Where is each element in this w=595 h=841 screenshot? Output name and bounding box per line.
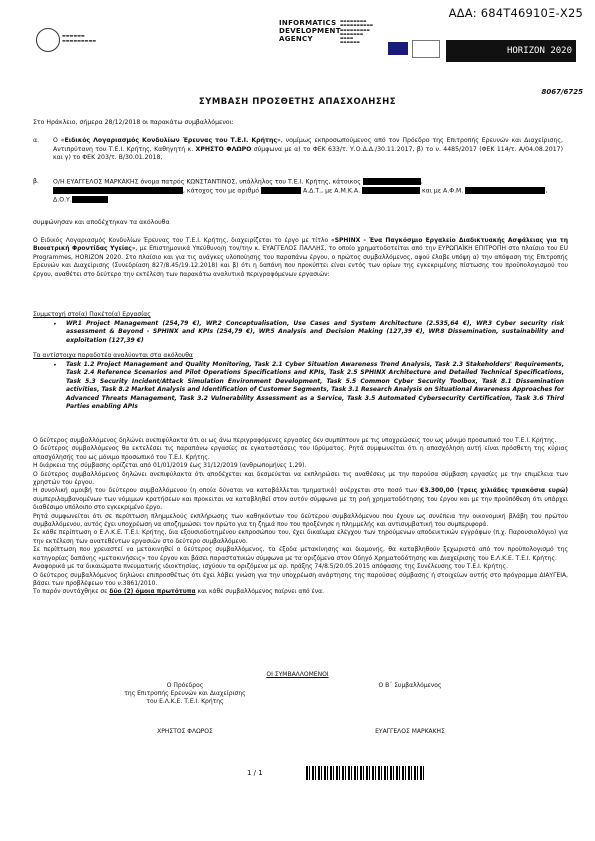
clause-2: Ο δεύτερος συμβαλλόμενος θα εκτελέσει τις παραπάνω εργασίες σε εγκαταστάσεις του Ιδρύματος. Ρητά συμφωνείται ότι η απασχόληση αυτή είναι πρόσθετη της κύριας απασχόλησής του ως μόνιμο προσωπικό του Τ.Ε.Ι. Κρήτης. (33, 445, 568, 461)
ada-code: ΑΔΑ: 684Τ46910Ξ-Χ25 (448, 6, 583, 20)
left-signatory-title: Ο Πρόεδρος της Επιτροπής Ερευνών και Διαχείρισης του Ε.Λ.Κ.Ε. Τ.Ε.Ι. Κρήτης (124, 682, 246, 705)
clause-1: Ο δεύτερος συμβαλλόμενος δηλώνει ανεπιφύλακτα ότι οι ως άνω περιγραφόμενες εργασίες δεν συμπίπτουν με τις υποχρεώσεις του ως μόνιμο προσωπικό του Τ.Ε.Ι. Κρήτης. (33, 437, 557, 444)
left-signatory-name: ΧΡΗΣΤΟΣ ΦΛΩΡΟΣ (157, 728, 213, 735)
bullet-icon: • (53, 320, 57, 328)
wp-list: WP.1 Project Management (254,79 €), WP.2 Conceptualisation, Use Cases and System Architecture (2.535,64 €), WP.3 Cyber security risk assessment & Beyond - SPHINX and KPIs (254,79 €), WP.5 Analysis and Decision Making (127,39 €), WP.8 Dissemination, sustainability and exploitation (127,39 €) (66, 320, 564, 344)
clause-10: Ο δεύτερος συμβαλλόμενος δηλώνει επιπροσθέτως ότι έχει λάβει γνώση για την υποχρέωση ανάρτησης της παρούσας σύμβασης ή στοιχείων αυτής στο πρόγραμμα ΔΙΑΥΓΕΙΑ, βάσει των προβλέψεων του ν.3861/2010. (33, 571, 568, 587)
european-commission-logo (412, 40, 440, 58)
infodev-logo: INFORMATICS DEVELOPMENT AGENCY (279, 19, 341, 43)
party-b-text: Ο/Η ΕΥΑΓΓΕΛΟΣ ΜΑΡΚΑΚΗΣ όνομα πατρός ΚΩΝΣΤΑΝΤΙΝΟΣ, υπάλληλος του Τ.Ε.Ι. Κρήτης, κάτοικος , , κάτοχος του με αριθμό Α.Δ.Τ., με Α.Μ.Κ.Α. και με Α.Φ.Μ. , Δ.Ο.Υ. (53, 178, 548, 204)
party-a-text: Ο «Ειδικός Λογαριασμός Κονδυλίων Έρευνας του Τ.Ε.Ι. Κρήτης», νομίμως εκπροσωπούμενος από τον Πρόεδρο της Επιτροπής Ερευνών και Διαχείρισης, Αντιπρύτανη του Τ.Ε.Ι. Κρήτης, Καθηγητή κ. ΧΡΗΣΤΟ ΦΛΩΡΟ σύμφωνα με α) το ΦΕΚ 633/τ. Υ.Ο.Δ.Δ./30.11.2017, β) το ν. 4485/2017 (ΦΕΚ 114/τ. Α/04.08.2017) και γ) το ΦΕΚ 203/τ. Β/30.01.2018, (53, 137, 564, 162)
clause-5: Η συνολική αμοιβή του δεύτερου συμβαλλόμενου (η οποία δύναται να καταβάλλεται τμηματικά) ανέρχεται στο ποσό των €3.300,00 (τρεις χιλιάδες τριακόσια ευρώ) συμπεριλαμβανομένων των νόμιμων κρατήσεων και προκειται να καταβληθεί στον αυτόν σύμφωνα με τη ροή χρηματοδότησης του έργου και με την προϋπόθεση ότι υπάρχει διαθέσιμο υπόλοιπο στο εγκεκριμένο έργο. (33, 487, 569, 512)
barcode-image (306, 766, 426, 780)
bullet-icon: • (53, 361, 57, 369)
clause-4: Ο δεύτερος συμβαλλόμενος δηλώνει ανεπιφύλακτα ότι αποδέχεται και δεσμεύεται να εκπληρώσει τις αναθέσεις με την παρούσα σύμβαση εργασίες με την επιμέλεια των χρηστών του έργου. (33, 470, 568, 487)
party-b-marker: β. (33, 178, 39, 185)
task-heading: Τα αντίστοιχα παραδοτέα αναλύονται στα ακόλουθα (33, 352, 193, 359)
clauses-block (33, 437, 568, 597)
clause-6: Ρητά συμφωνείται ότι σε περίπτωση πλημμελούς εκπλήρωσης των καθηκόντων του δεύτερου συμβαλλόμενου που έχουν ως συνέπεια την οικονομική βλάβη του πρώτου συμβαλλόμενου, αυτός έχει υποχρέωση να αποζημιώσει τον πρώτο για τη ζημιά που του προξένησε η πλημμελής και αντισυμβατική του συμπεριφορά. (33, 512, 568, 529)
eu-flag-icon (388, 42, 408, 55)
right-signatory-name: ΕΥΑΓΓΕΛΟΣ ΜΑΡΚΑΚΗΣ (375, 728, 445, 735)
tei-seal-logo (36, 28, 60, 52)
document-title: ΣΥΜΒΑΣΗ ΠΡΟΣΘΕΤΗΣ ΑΠΑΣΧΟΛΗΣΗΣ (198, 97, 397, 107)
intro-line: Στο Ηράκλειο, σήμερα 28/12/2018 οι παρακάτω συμβαλλόμενοι: (33, 119, 234, 126)
agreed-line: συμφώνησαν και αποδέχτηκαν τα ακόλουθα (33, 219, 170, 226)
page-number: 1 / 1 (247, 769, 263, 777)
task-list: Task 1.2 Project Management and Quality Monitoring, Task 2.1 Cyber Situation Awareness Trend Analysis, Task 2.3 Stakeholders' Requirements, Task 2.4 Reference Scenarios and Pilot Operations Specifications and KPIs, Task 2.5 SPHINX Architecture and Detailed Technical Specifications, Task 5.3 Security Incident/Attack Simulation Environment Development, Task 5.5 Common Cyber Security Toolbox, Task 8.1 Dissemination activities, Task 8.2 Market Analysis and Identification of Customer Segments, Task 3.1 Research Analysis on Situational Awareness Approaches for Advanced Threats Management, Task 3.2 Vulnerability Assessment as a Service, Task 3.5 Automated Cybersecurity Certification, Task 3.6 Third Parties enabling APIs (66, 361, 564, 411)
eu-fund-text: ▬▬▬▬▬▬▬▬ ▬▬▬▬▬▬▬▬▬▬ ▬▬▬▬▬▬▬▬▬ ▬▬▬▬▬▬▬ ▬▬▬▬ ▬▬▬▬▬▬ (340, 19, 374, 45)
clause-3: Η διάρκεια της σύμβασης ορίζεται από 01/01/2019 έως 31/12/2019 (ανθρωπομήνες 1,29). (33, 462, 307, 470)
horizon-2020-logo: HORIZON 2020 (446, 40, 576, 62)
party-a-marker: α. (33, 137, 40, 144)
right-signatory-title: Ο Β΄ Συμβαλλόμενος (378, 682, 442, 689)
clause-11: Το παρόν συντάχθηκε σε δύο (2) όμοια πρωτότυπα και κάθε συμβαλλόμενος παίρνει από ένα. (33, 588, 324, 596)
clause-9: Αναφορικά με τα δικαιώματα πνευματικής ιδιοκτησίας, ισχύουν τα οριζόμενα με αρ. πράξης 74/8.5/20.05.2015 απόφασης της Συνέλευσης του Τ.Ε.Ι. Κρήτης. (33, 563, 508, 571)
main-paragraph: Ο Ειδικός Λογαριασμός Κονδυλίων Έρευνας του Τ.Ε.Ι. Κρήτης, διαχειρίζεται το έργο με τίτλο «SPHINX - Ένα Παγκόσμιο Εργαλείο Διαδικτυακής Ασφάλειας για τη Βιοιατρική Φροντίδας Υγείας», με Επιστημονικά Υπεύθυνο/η τον/την κ. ΕΥΑΓΓΕΛΟΣ ΠΑΛΛΗΣ, το οποίο χρηματοδοτείται από την ΕΥΡΩΠΑΪΚΗ ΕΠΙΤΡΟΠΗ στο πλαίσιο του EU Programmes, HORIZON 2020. Στο πλαίσιο και για τις ανάγκες υλοποίησης του παραπάνω έργου, ο πρώτος συμβαλλόμενος, αφού έλαβε υπόψη α) την απόφαση της Επιτροπής Ερευνών και Διαχείρισης (Συνεδρίαση 827/8.45/19.12.2018) και β) ότι η δαπάνη που προκύπτει είναι εντός των ορίων της εγκεκριμένης πίστωσης του προϋπολογισμού του έργου, αναθέτει στο δεύτερο την εκτέλεση των παρακάτω αναλυτικά περιγραφόμενων εργασιών: (33, 237, 568, 278)
protocol-number: 8067/6725 (541, 88, 583, 96)
clause-7: Σε κάθε περίπτωση ο Ε.Λ.Κ.Ε. Τ.Ε.Ι. Κρήτης, δια εξουσιοδοτημένου εκπροσώπου του, έχει δικαίωμα ελέγχου των τηρούμενων αποδεικτικών εγγράφων (π.χ. Παρουσιολόγιο) για την εκτέλεση των ανατεθέντων εργασιών στο δεύτερο συμβαλλόμενο. (33, 529, 568, 545)
wp-heading: Συμμετοχή στο(α) Πακέτο(α) Εργασίας (33, 311, 151, 318)
seal-caption: ▬▬▬▬▬▬ ▬▬▬▬▬▬▬▬▬ (62, 33, 97, 43)
clause-8: Σε περίπτωση που χρειαστεί να μετακινηθεί ο δεύτερος συμβαλλόμενος, τα έξοδα μετακίνησης και διαμονής, θα καταβληθούν ξεχωριστά από τον προϋπολογισμό της κατηγορίας δαπάνης «μετακινήσεις» του έργου και βάσει παραστατικών σύμφωνα με τα οριζόμενα στον Οδηγό Χρηματοδότησης και Διαχείρισης του Ε.Λ.Κ.Ε. Τ.Ε.Ι. Κρήτης. (33, 546, 568, 562)
signatures-heading: ΟΙ ΣΥΜΒΑΛΛΟΜΕΝΟΙ (266, 671, 329, 678)
